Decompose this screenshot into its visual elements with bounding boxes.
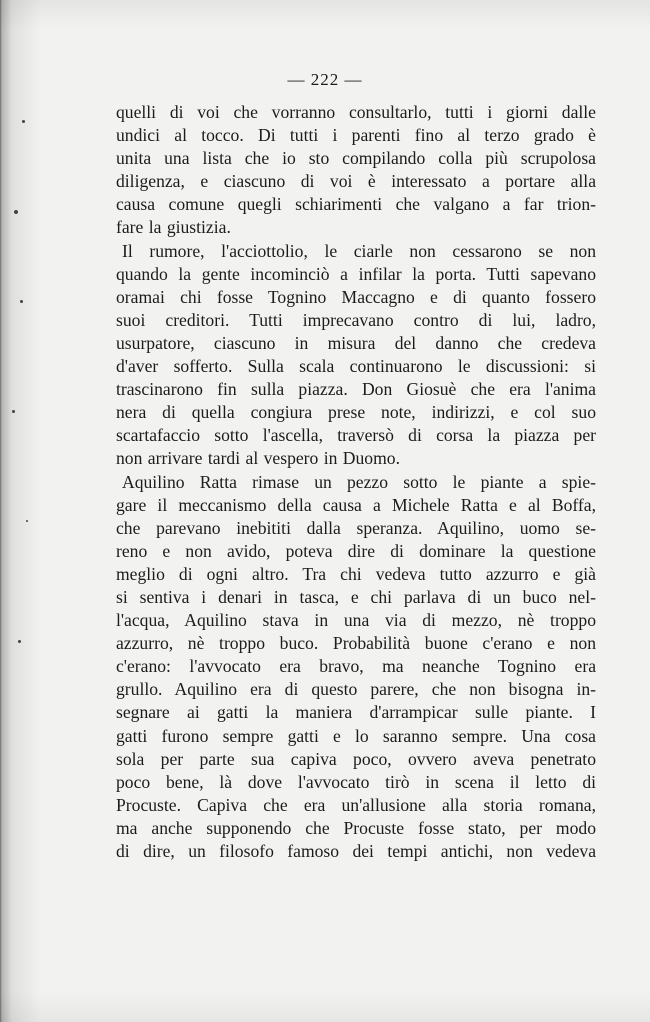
text-line: quelli di voi che vorranno consultarlo, tutti i giorni dalle [116, 102, 596, 122]
scan-speck [26, 520, 28, 522]
text-line: poco bene, là dove l'avvocato tirò in scena il letto di [116, 771, 596, 792]
scan-speck [14, 210, 18, 214]
text-line: meglio di ogni altro. Tra chi vedeva tutto azzurro e già [116, 563, 596, 584]
body-text [116, 101, 596, 863]
text-line: di dire, un filosofo famoso dei tempi antichi, non vedeva [116, 841, 596, 861]
text-line: gare il meccanismo della causa a Michele Ratta e al Boffa, [116, 494, 596, 515]
text-line: quando la gente incominciò a infilar la porta. Tutti sapevano [116, 263, 596, 284]
text-line: d'aver sofferto. Sulla scala continuarono le discussioni: si [116, 356, 596, 377]
scan-speck [22, 120, 25, 123]
text-line: nera di quella congiura prese note, indirizzi, e col suo [116, 402, 596, 423]
text-line: unita una lista che io sto compilando colla più scrupolosa [116, 148, 596, 169]
text-line: non arrivare tardi al vespero in Duomo. [116, 448, 400, 469]
scan-speck [12, 410, 15, 413]
text-line: l'acqua, Aquilino stava in una via di mezzo, nè troppo [116, 610, 596, 631]
text-line: diligenza, e ciascuno di voi è interessato a portare alla [116, 171, 596, 192]
text-line: azzurro, nè troppo buco. Probabilità buone c'erano e non [116, 633, 596, 654]
text-line: si sentiva i denari in tasca, e chi parlava di un buco nel- [116, 586, 596, 607]
text-line: suoi creditori. Tutti imprecavano contro di lui, ladro, [116, 309, 596, 330]
text-line: c'erano: l'avvocato era bravo, ma neanche Tognino era [116, 656, 596, 677]
text-line: sola per parte sua capiva poco, ovvero aveva penetrato [116, 748, 596, 769]
scan-speck [20, 300, 23, 303]
text-line: fare la giustizia. [116, 217, 231, 238]
text-line: undici al tocco. Di tutti i parenti fino al terzo grado è [116, 125, 596, 146]
page-number: — 222 — [287, 70, 363, 89]
text-line: Procuste. Capiva che era un'allusione alla storia romana, [116, 794, 596, 815]
text-line: scartafaccio sotto l'ascella, traversò di corsa la piazza per [116, 425, 596, 446]
text-line: che parevano inebititi dalla speranza. Aquilino, uomo se- [116, 517, 596, 538]
text-line: Il rumore, l'acciottolio, le ciarle non cessarono se non [122, 240, 596, 261]
text-line: grullo. Aquilino era di questo parere, che non bisogna in- [116, 679, 596, 700]
text-line: usurpatore, ciascuno in misura del danno che credeva [116, 332, 596, 353]
text-line: gatti furono sempre gatti e lo saranno sempre. Una cosa [116, 725, 596, 746]
text-line: causa comune quegli schiarimenti che valgano a far trion- [116, 194, 596, 215]
text-line: ma anche supponendo che Procuste fosse stato, per modo [116, 817, 596, 838]
text-line: segnare ai gatti la maniera d'arrampicar sulle piante. I [116, 702, 596, 723]
text-line: Aquilino Ratta rimase un pezzo sotto le piante a spie- [122, 471, 596, 492]
scan-speck [18, 640, 21, 643]
text-line: trascinarono fin sulla piazza. Don Giosuè che era l'anima [116, 379, 596, 400]
text-line: oramai chi fosse Tognino Maccagno e di quanto fossero [116, 286, 596, 307]
text-line: reno e non avido, poteva dire di dominare la questione [116, 540, 596, 561]
